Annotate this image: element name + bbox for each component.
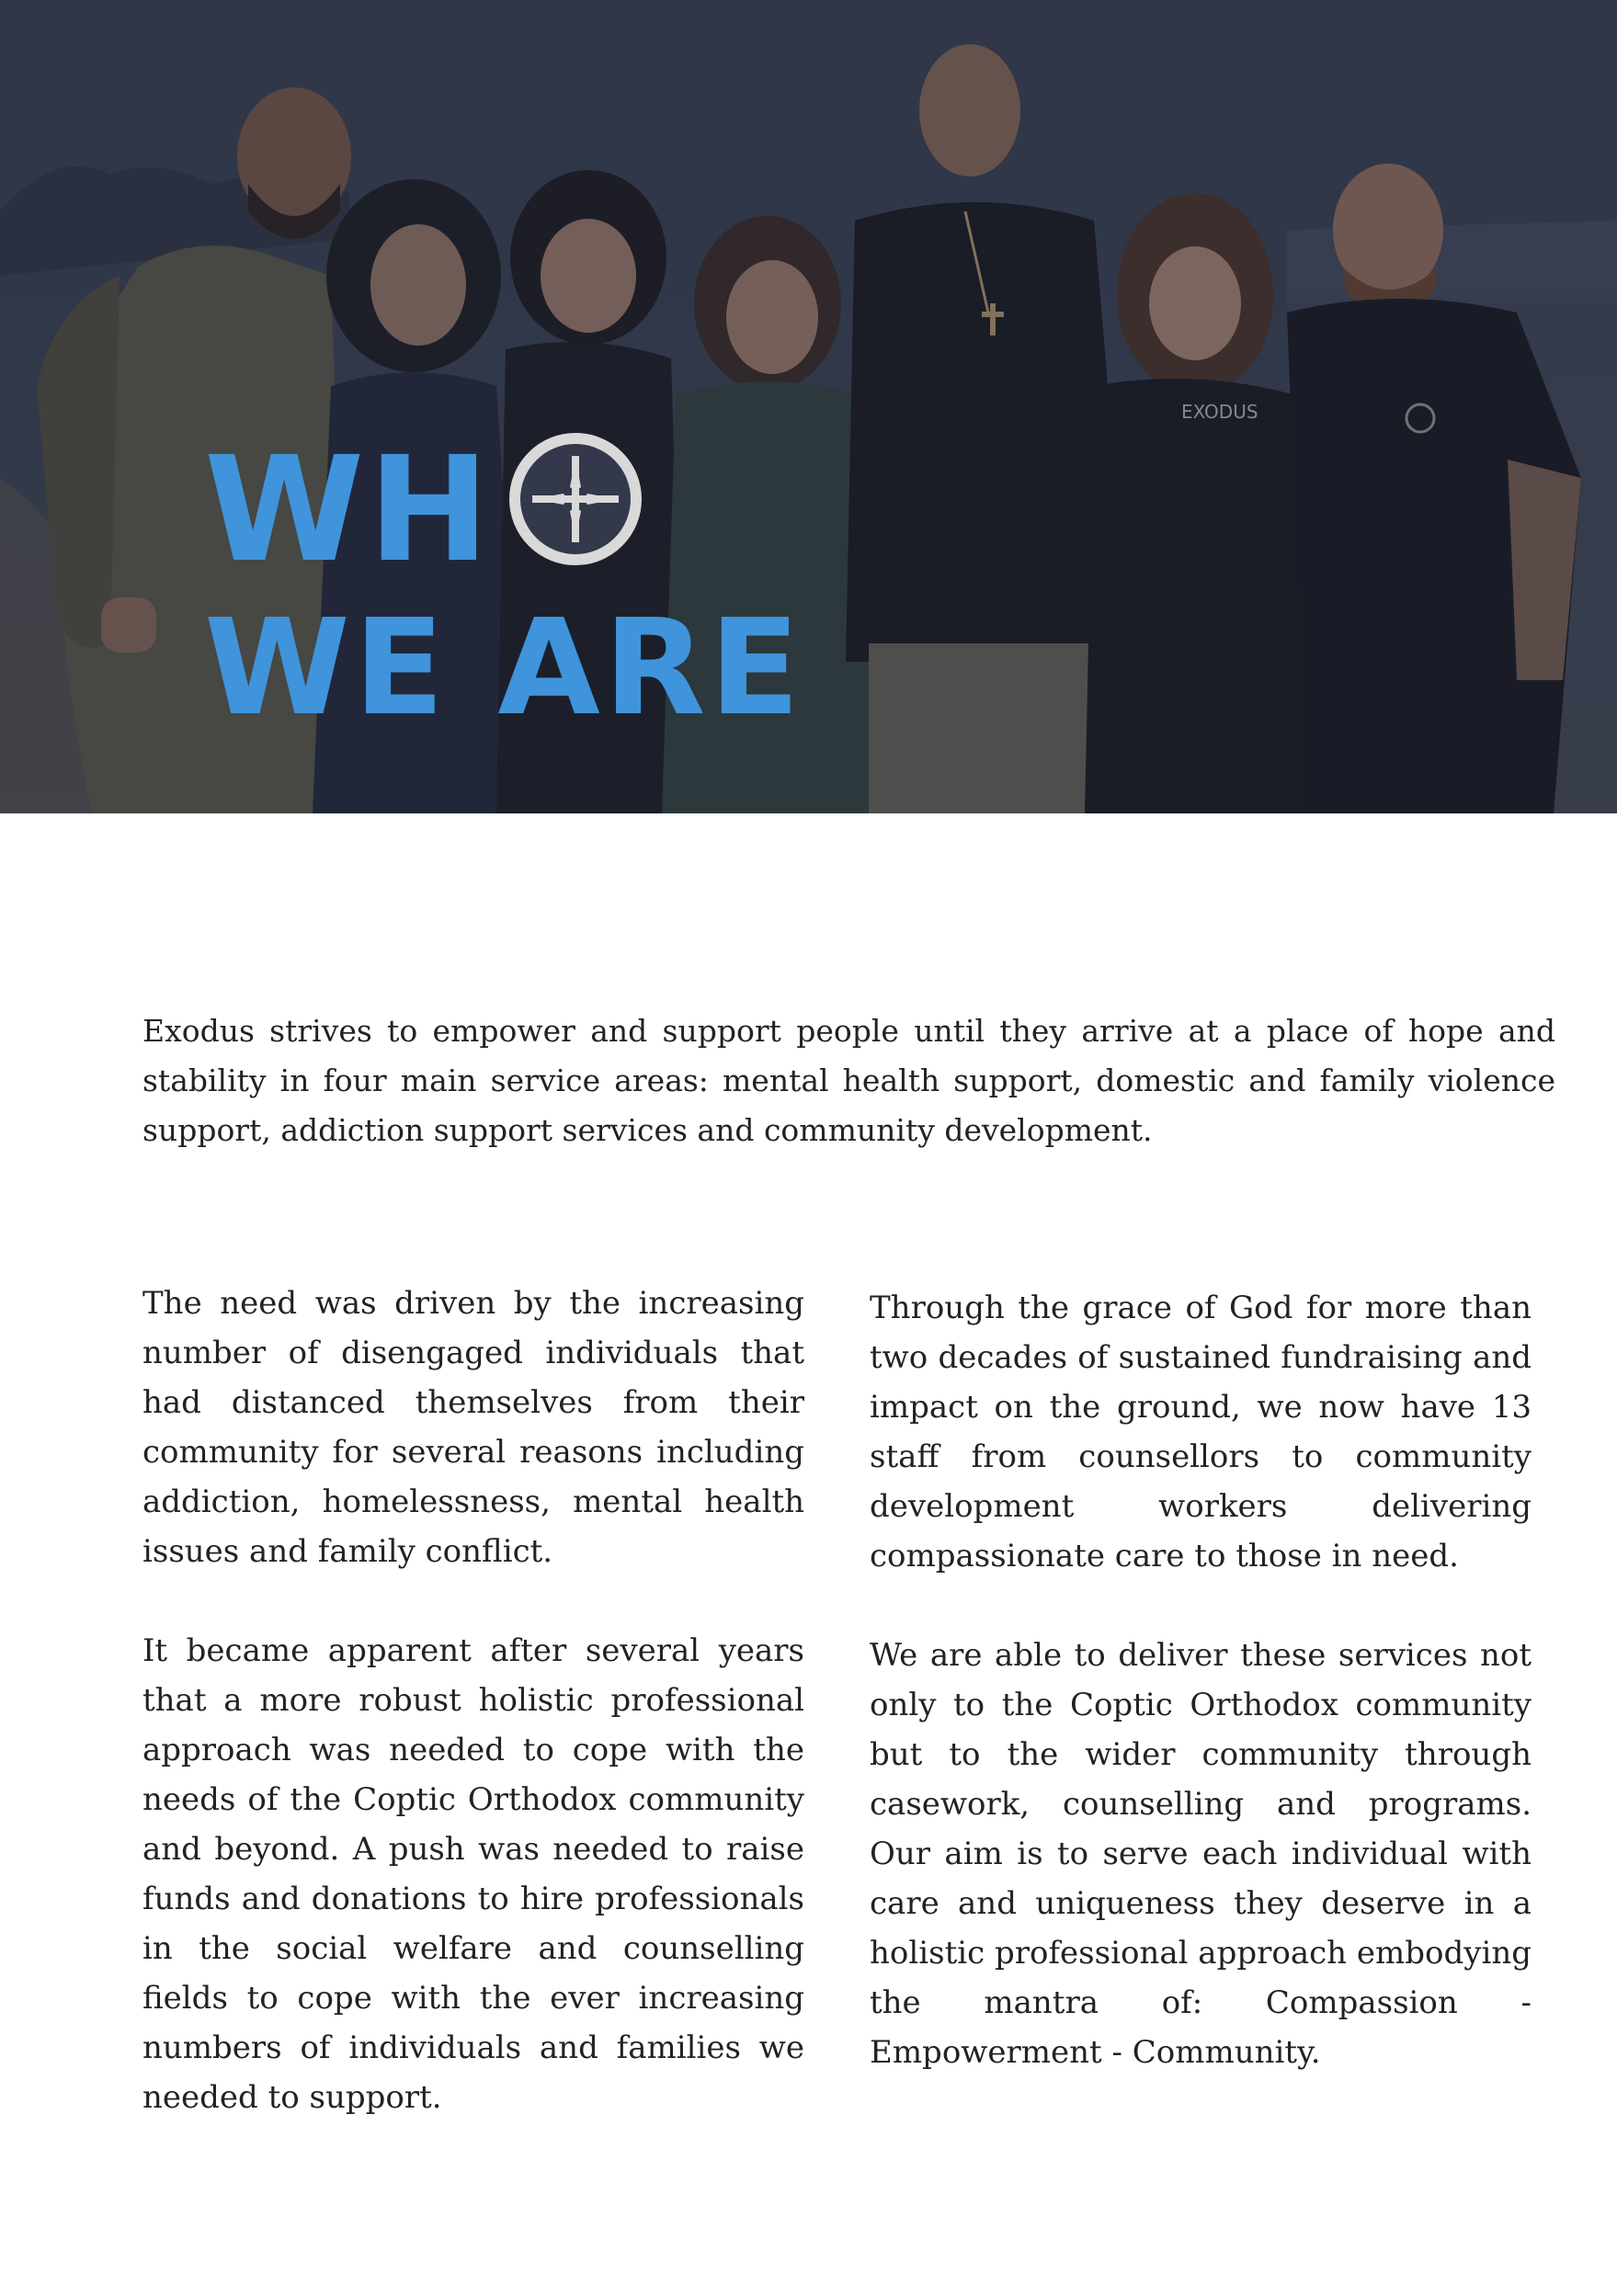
left-paragraph-2: It became apparent after several years that a more robust holistic professional approach was needed to cope with the needs of the Coptic Orthodox community and beyond. A push was needed to raise funds and donations to hire professionals in the social welfare and counselling fields to cope with the ever increasing numbers of individuals and families we needed to support. [142, 1632, 804, 2116]
hero-photo [0, 0, 1617, 813]
shirt-logo: EXODUS [1181, 401, 1258, 423]
left-column [142, 1279, 804, 2172]
page-title [204, 426, 804, 744]
intro-paragraph: Exodus strives to empower and support people until they arrive at a place of hope and stability in four main service areas: mental health support, domestic and family violence support, addiction support services and community development. [142, 1013, 1555, 1148]
left-paragraph-1: The need was driven by the increasing number of disengaged individuals that had distanced themselves from their community for several reasons including addiction, homelessness, mental health issues and family conflict. [142, 1285, 804, 1570]
right-paragraph-1: Through the grace of God for more than two decades of sustained fundraising and impact on the ground, we now have 13 staff from counsellors to community development workers delivering compassionate care to those in need. [870, 1290, 1532, 1574]
right-paragraph-2: We are able to deliver these services not only to the Coptic Orthodox community but to the wider community through casework, counselling and programs. Our aim is to serve each individual with care and uniqueness they deserve in a holistic professional approach embodying the mantra of: Compassion - Empowerment - Community. [870, 1637, 1532, 2071]
title-we-are: WE ARE [204, 590, 804, 744]
right-column [870, 1283, 1532, 2127]
cross-in-circle-icon [507, 430, 644, 591]
title-who: WH [204, 426, 494, 595]
